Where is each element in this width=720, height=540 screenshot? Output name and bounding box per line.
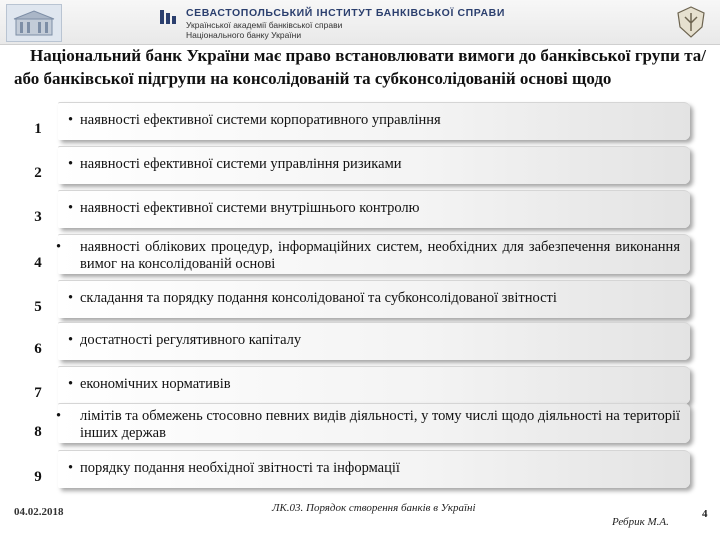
list-item xyxy=(14,280,690,318)
building-logo-icon xyxy=(6,4,62,42)
intro-sentence: Національний банк України має право встановлювати вимоги до банківської групи та/або банківської підгрупи на консолідованій та субконсолідованій основі щодо xyxy=(14,46,706,88)
institute-name: СЕВАСТОПОЛЬСЬКИЙ ІНСТИТУТ БАНКІВСЬКОЇ СПРАВИ xyxy=(186,7,505,19)
page-number: 4 xyxy=(702,508,708,520)
item-number: 3 xyxy=(34,209,42,225)
item-text: наявності облікових процедур, інформаційних систем, необхідних для забезпечення виконання вимог на консолідованій основі xyxy=(80,239,680,272)
item-box xyxy=(58,280,690,318)
list-item xyxy=(14,146,690,184)
coat-of-arms-icon xyxy=(670,3,712,41)
item-box xyxy=(58,322,690,360)
item-number: 2 xyxy=(34,165,42,181)
bullet-icon: • xyxy=(68,112,74,128)
intro-text xyxy=(14,44,706,90)
item-box xyxy=(58,102,690,140)
bullet-icon: • xyxy=(56,408,62,424)
item-text: лімітів та обмежень стосовно певних видів діяльності, у тому числі щодо діяльності на території інших держав xyxy=(80,408,680,441)
item-box xyxy=(58,366,690,404)
footer-date: 04.02.2018 xyxy=(14,506,64,518)
item-text: наявності ефективної системи управління ризиками xyxy=(80,156,402,172)
institute-subtitle-1: Української академії банківської справи xyxy=(186,20,343,30)
item-number: 4 xyxy=(34,255,42,271)
item-text: складання та порядку подання консолідованої та субконсолідованої звітності xyxy=(80,290,557,306)
slide-header xyxy=(0,0,720,45)
item-text: економічних нормативів xyxy=(80,376,231,392)
list-item xyxy=(14,190,690,228)
list-item xyxy=(14,366,690,404)
item-text: наявності ефективної системи корпоративного управління xyxy=(80,112,441,128)
item-box xyxy=(58,146,690,184)
item-number: 1 xyxy=(34,121,42,137)
list-item xyxy=(14,322,690,360)
footer-author: Ребрик М.А. xyxy=(612,516,669,528)
item-box xyxy=(58,190,690,228)
item-number: 9 xyxy=(34,469,42,485)
item-text: порядку подання необхідної звітності та інформації xyxy=(80,460,400,476)
bullet-icon: • xyxy=(68,460,74,476)
list-item xyxy=(14,403,690,443)
list-item xyxy=(14,102,690,140)
bullet-icon: • xyxy=(68,290,74,306)
item-text: наявності ефективної системи внутрішнього контролю xyxy=(80,200,420,216)
item-box xyxy=(58,234,690,274)
item-number: 6 xyxy=(34,341,42,357)
item-box xyxy=(58,450,690,488)
bullet-icon: • xyxy=(68,332,74,348)
list-item xyxy=(14,450,690,488)
bullet-icon: • xyxy=(56,239,62,255)
item-number: 5 xyxy=(34,299,42,315)
institute-mark-icon xyxy=(160,10,180,24)
item-text: достатності регулятивного капіталу xyxy=(80,332,302,348)
institute-subtitle-2: Національного банку України xyxy=(186,30,302,40)
item-number: 8 xyxy=(34,424,42,440)
bullet-icon: • xyxy=(68,200,74,216)
list-item xyxy=(14,234,690,274)
item-number: 7 xyxy=(34,385,42,401)
bullet-icon: • xyxy=(68,376,74,392)
bullet-icon: • xyxy=(68,156,74,172)
item-box xyxy=(58,403,690,443)
footer-lecture-title: ЛК.03. Порядок створення банків в Україні xyxy=(272,502,476,514)
